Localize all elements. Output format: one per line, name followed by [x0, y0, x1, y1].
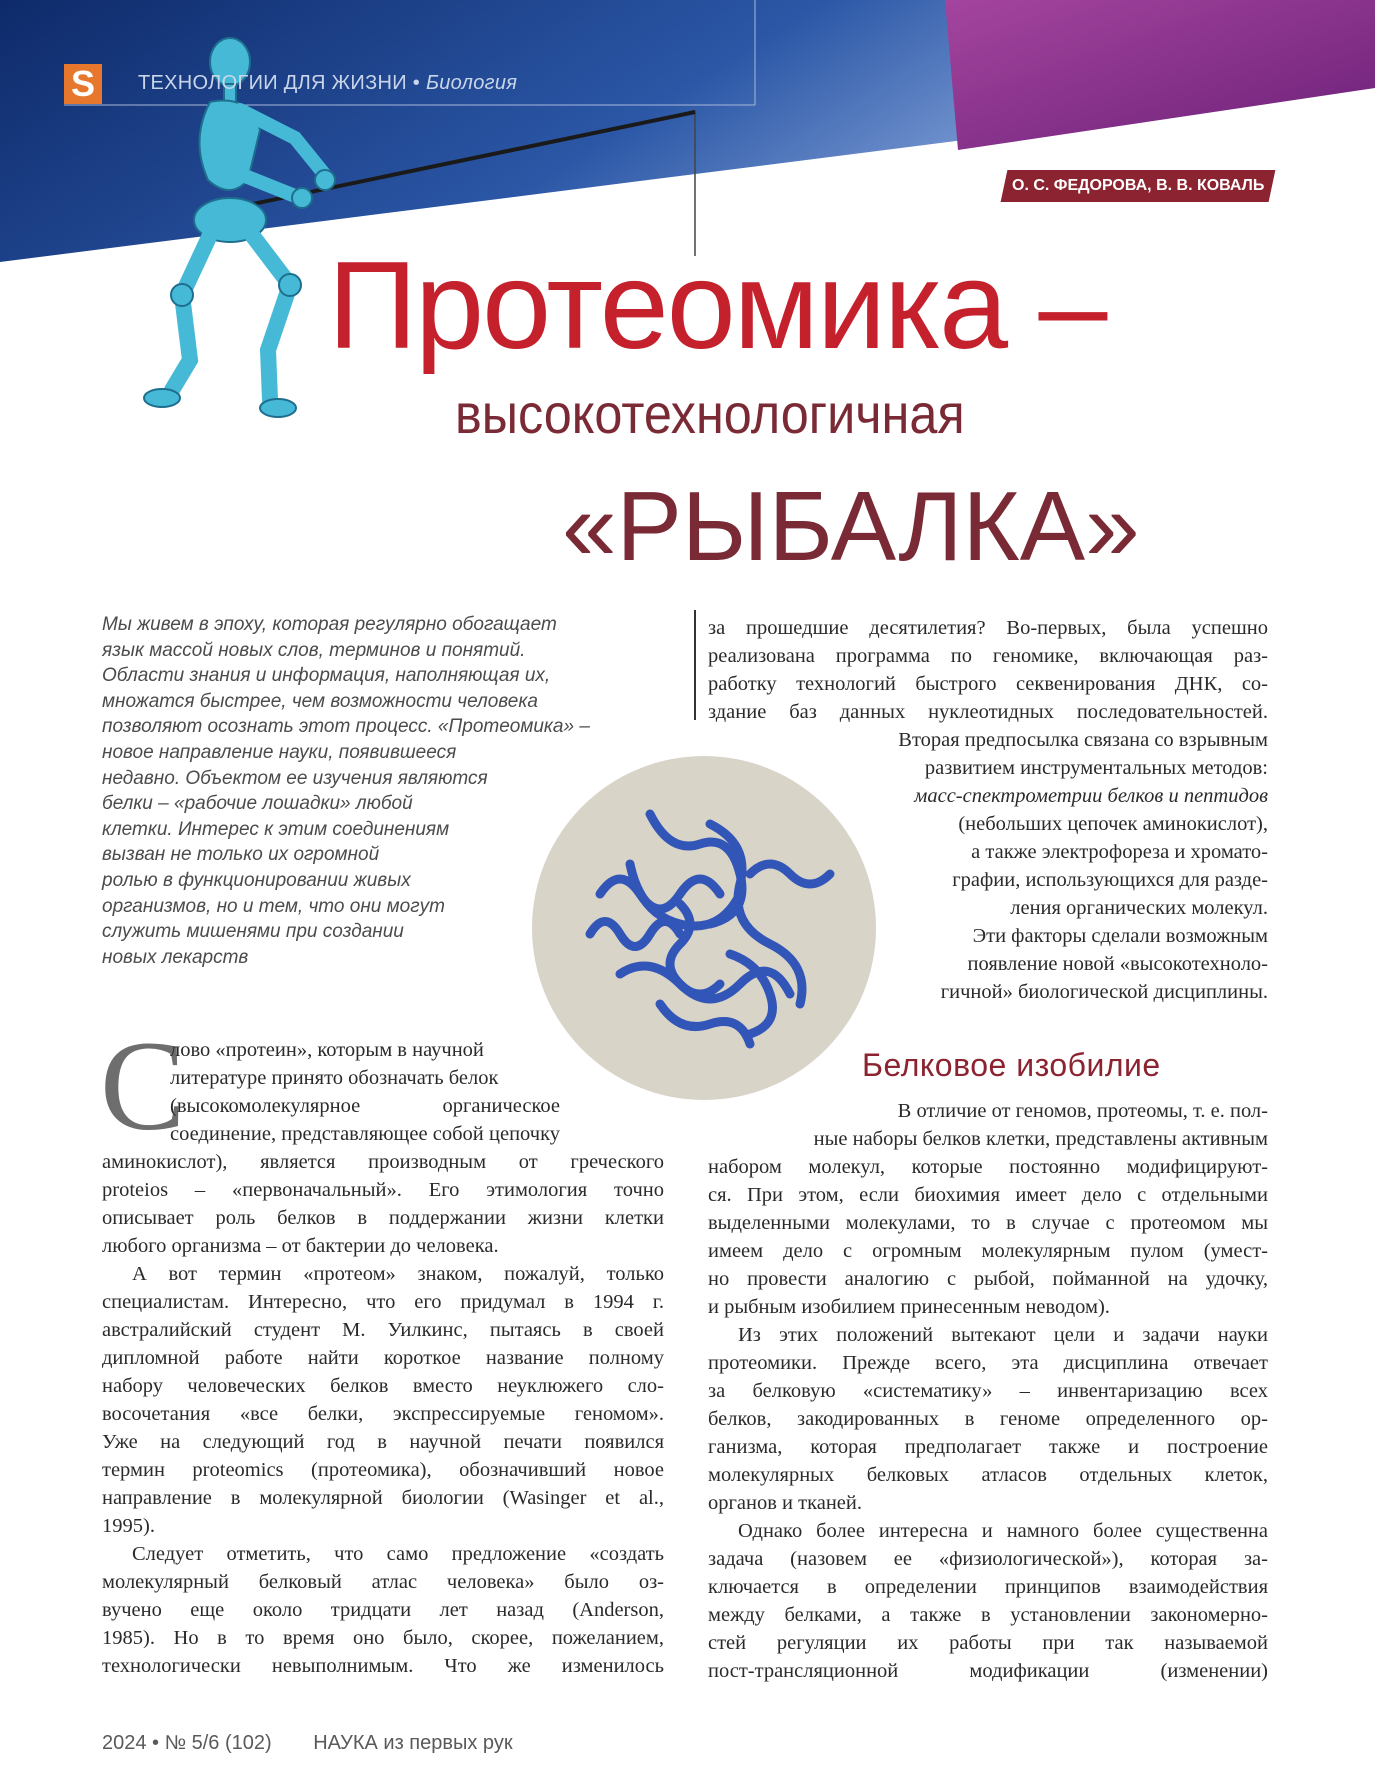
rubric-sub: Биология	[425, 72, 518, 94]
text-line: имеем дело с огромным молекулярным пулом (умест-	[708, 1240, 1268, 1262]
text-line: А вот термин «протеом» знаком, пожалуй, только	[132, 1263, 664, 1285]
text-line: ганизма, которая предполагает также и построение	[708, 1436, 1268, 1458]
text-line: вучено еще около тридцати лет назад (Anderson,	[102, 1599, 664, 1621]
section-subheading: Белковое изобилие	[862, 1047, 1161, 1083]
authors-band	[1001, 170, 1276, 202]
lead-line: язык массой новых слов, терминов и понятий.	[102, 639, 526, 661]
text-line: направление в молекулярной биологии (Wasinger et al.,	[102, 1487, 664, 1509]
title-line-3: «РЫБАЛКА»	[562, 471, 1140, 581]
title-line-2: высокотехнологичная	[455, 382, 965, 445]
text-line: любого организма – от бактерии до человека.	[102, 1235, 499, 1257]
text-line: ления органических молекул.	[1010, 897, 1268, 919]
lead-line: множатся быстрее, чем возможности человека	[102, 690, 538, 712]
text-line: описывает роль белков в поддержании жизни клетки	[102, 1207, 664, 1229]
text-line: Вторая предпосылка связана со взрывным	[898, 729, 1268, 751]
lead-line: новых лекарств	[102, 946, 249, 968]
text-line: ся. При этом, если биохимия имеет дело с отдельными	[708, 1184, 1268, 1206]
text-line: В отличие от геномов, протеомы, т. е. пол-	[897, 1100, 1268, 1122]
text-line: набору человеческих белков вместо неуклюжего сло-	[102, 1375, 664, 1397]
text-line: лово «протеин», которым в научной	[170, 1039, 484, 1061]
text-line: здание баз данных нуклеотидных последовательностей.	[708, 701, 1268, 723]
right-column-top	[708, 614, 1268, 1006]
rubric-separator: •	[412, 72, 421, 94]
lead-line: клетки. Интерес к этим соединениям	[102, 818, 450, 840]
text-line: proteios – «первоначальный». Его этимология точно	[102, 1179, 664, 1201]
text-line: но провести аналогию с рыбой, пойманной на удочку,	[708, 1268, 1268, 1290]
text-line: литературе принято обозначать белок	[170, 1067, 499, 1089]
text-line: технологически невыполнимым. Что же изменилось	[102, 1655, 664, 1677]
text-line: пост-трансляционной модификации (изменении)	[708, 1660, 1268, 1682]
drop-cap: С	[100, 1015, 186, 1157]
text-line: Уже на следующий год в научной печати появился	[102, 1431, 664, 1453]
text-line: между белками, а также в установлении закономерно-	[708, 1604, 1268, 1626]
text-line: масс-спектрометрии белков и пептидов	[914, 785, 1268, 807]
text-line: ключается в определении принципов взаимодействия	[708, 1576, 1268, 1598]
text-line: специалистам. Интересно, что его придумал в 1994 г.	[102, 1291, 664, 1313]
text-line: белков, закодированных в геноме определенного ор-	[708, 1408, 1268, 1430]
text-line: набором молекул, которые постоянно модифицируют-	[708, 1156, 1268, 1178]
text-line: молекулярных белковых атласов отдельных клеток,	[708, 1464, 1268, 1486]
text-line: за прошедшие десятилетия? Во-первых, была успешно	[708, 617, 1268, 639]
lead-line: организмов, но и тем, что они могут	[102, 895, 445, 917]
lead-line: новое направление науки, появившееся	[102, 741, 457, 763]
lead-line: Мы живем в эпоху, которая регулярно обогащает	[102, 614, 557, 635]
magazine-logo: S	[64, 64, 102, 104]
magazine-name: НАУКА из первых рук	[313, 1732, 513, 1754]
text-line: молекулярный белковый атлас человека» было оз-	[102, 1571, 664, 1593]
text-line: выделенными молекулами, то в случае с протеомом мы	[708, 1212, 1268, 1234]
text-line: Однако более интересна и намного более существенна	[738, 1520, 1268, 1542]
section-rubric	[138, 72, 517, 95]
text-line: ные наборы белков клетки, представлены активным	[813, 1128, 1268, 1150]
left-column-lines-b	[102, 1148, 664, 1680]
text-line: Следует отметить, что само предложение «создать	[132, 1543, 664, 1565]
text-line: восочетания «все белки, экспрессируемые геномом».	[102, 1403, 664, 1425]
left-column-lines-a	[170, 1036, 560, 1148]
text-line: австралийский студент М. Уилкинс, пытаясь в своей	[102, 1319, 664, 1341]
text-line: протеомики. Прежде всего, эта дисциплина отвечает	[708, 1352, 1268, 1374]
authors-text: О. С. ФЕДОРОВА, В. В. КОВАЛЬ	[1011, 177, 1265, 194]
title-line-1: Протеомика –	[328, 237, 1106, 375]
text-line: работку технологий быстрого секвенирования ДНК, со-	[708, 673, 1268, 695]
lead-line: ролью в функционировании живых	[102, 869, 411, 891]
lead-line: служить мишенями при создании	[102, 921, 404, 943]
text-line: Из этих положений вытекают цели и задачи науки	[738, 1324, 1268, 1346]
text-line: термин proteomics (протеомика), обозначивший новое	[102, 1459, 664, 1481]
text-line: органов и тканей.	[708, 1492, 863, 1514]
text-line: соединение, представляющее собой цепочку	[170, 1123, 560, 1145]
text-line: аминокислот), является производным от греческого	[102, 1151, 664, 1173]
text-line: за белковую «систематику» – инвентаризацию всех	[708, 1380, 1268, 1402]
page-footer	[102, 1732, 549, 1755]
text-line: задача (назовем ее «физиологической»), которая за-	[708, 1548, 1268, 1570]
issue-number: 2024 • № 5/6 (102)	[102, 1732, 272, 1754]
lead-line: недавно. Объектом ее изучения являются	[102, 767, 488, 789]
text-line: (небольших цепочек аминокислот),	[958, 813, 1268, 835]
text-line: 1985). Но в то время оно было, скорее, пожеланием,	[102, 1627, 664, 1649]
lead-line: позволяют осознать этот процесс. «Протеомика» –	[102, 716, 590, 738]
text-line: гичной» биологической дисциплины.	[940, 981, 1268, 1003]
lead-line: вызван не только их огромной	[102, 844, 380, 866]
text-line: появление новой «высокотехноло-	[967, 953, 1268, 975]
lead-line: Области знания и информация, наполняющая их,	[102, 665, 551, 687]
text-line: графии, использующихся для разде-	[952, 869, 1268, 891]
text-line: Эти факторы сделали возможным	[972, 925, 1268, 947]
lead-line: белки – «рабочие лошадки» любой	[102, 793, 413, 815]
rubric-main: ТЕХНОЛОГИИ ДЛЯ ЖИЗНИ	[138, 72, 407, 94]
right-column-bottom	[708, 1097, 1268, 1685]
text-line: развитием инструментальных методов:	[924, 757, 1268, 779]
text-line: а также электрофореза и хромато-	[971, 841, 1268, 863]
text-line: и рыбным изобилием принесенным неводом).	[708, 1296, 1110, 1318]
text-line: 1995).	[102, 1515, 155, 1537]
text-line: дипломной работе найти короткое название полному	[102, 1347, 664, 1369]
column-rule	[694, 610, 696, 720]
text-line: реализована программа по геномике, включающая раз-	[708, 645, 1268, 667]
text-line: стей регуляции их работы при так называемой	[708, 1632, 1268, 1654]
text-line: (высокомолекулярное органическое	[170, 1095, 560, 1117]
